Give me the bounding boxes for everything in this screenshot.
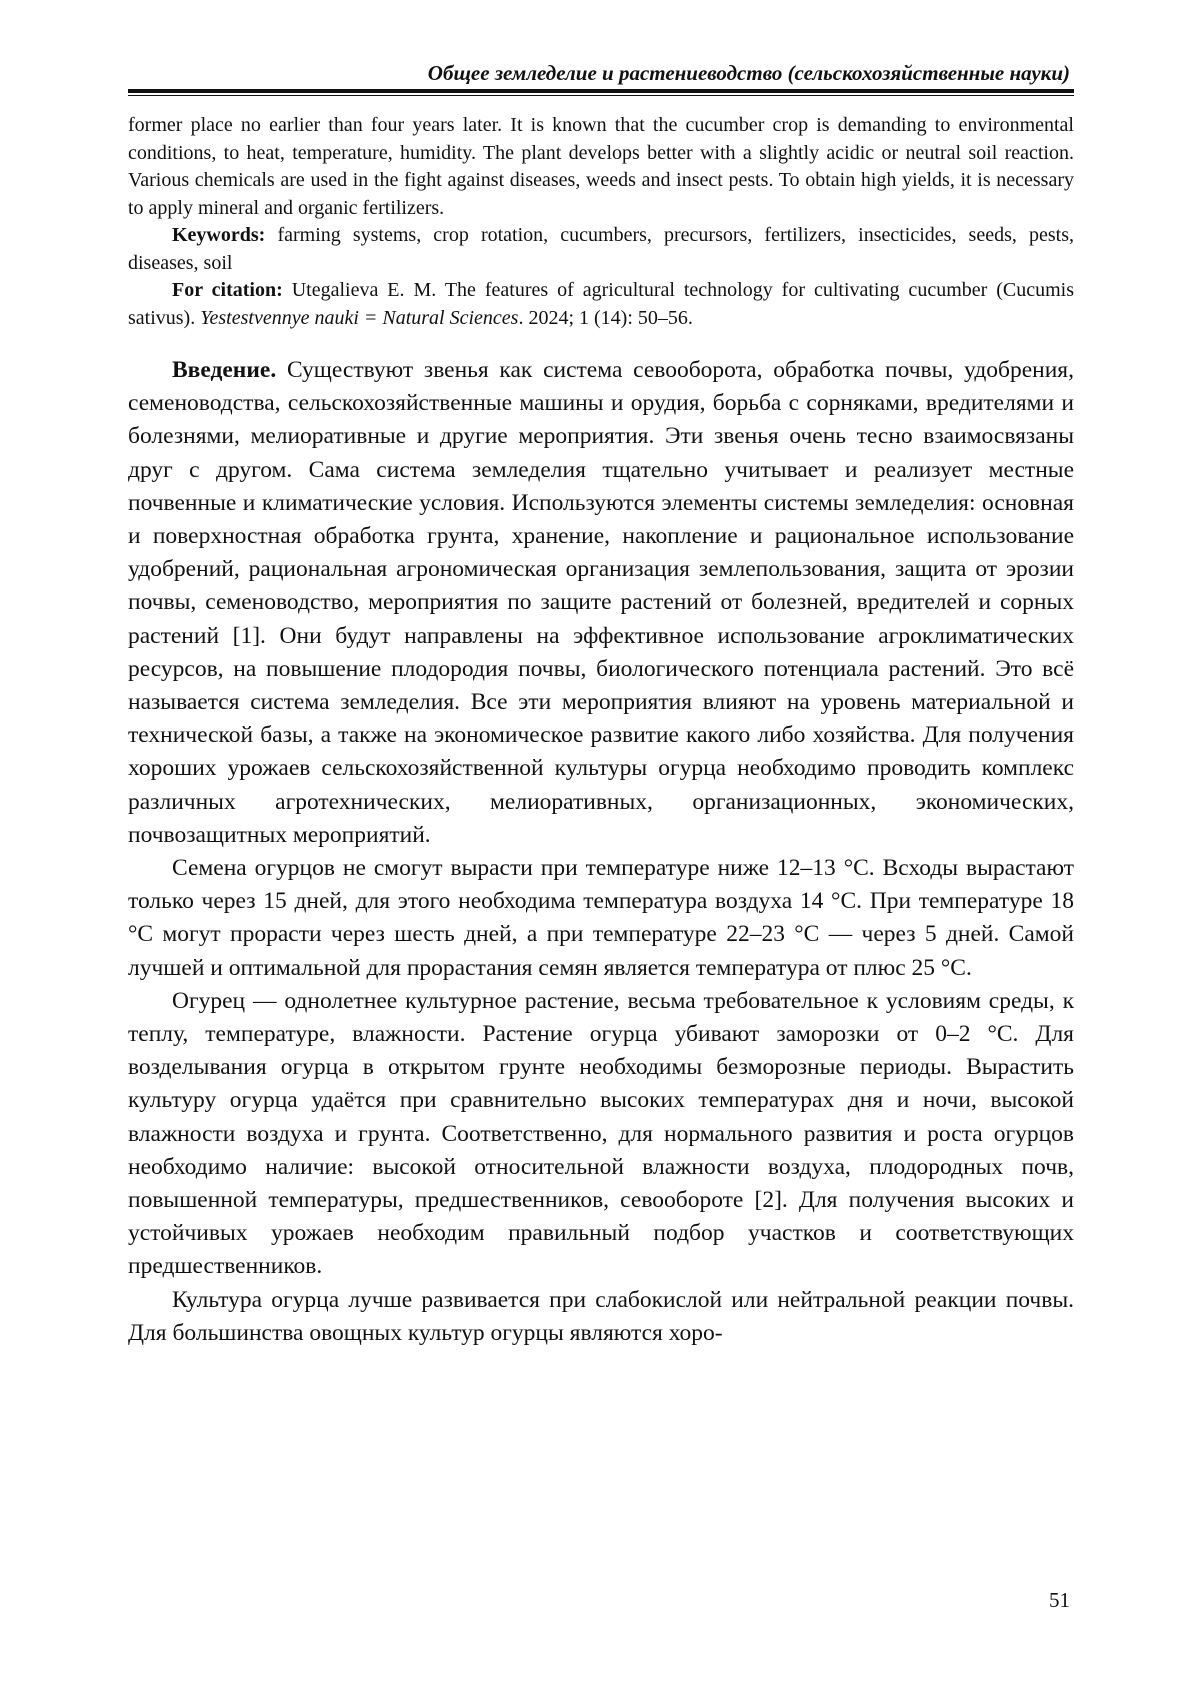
intro-heading: Введение.: [172, 357, 277, 383]
page-number: 51: [1049, 1588, 1070, 1612]
keywords-label: Keywords:: [172, 224, 266, 246]
citation-journal: Yestestvennye nauki = Natural Sciences: [200, 306, 519, 329]
citation-text: Utegalieva E. M. The features of agricultural technology for cultivating cucumber (Cucumis sativus).: [128, 279, 1075, 329]
abstract-section: [128, 112, 1074, 332]
keywords-line: [128, 222, 1074, 277]
abstract-continuation: former place no earlier than four years later. It is known that the cucumber crop is demanding to environmental conditions, to heat, temperature, humidity. The plant develops better with a slightly acidic or neutral soil reaction. Various chemicals are used in the fight against diseases, weeds and insect pests. To obtain high yields, it is necessary to apply mineral and organic fertilizers.: [128, 114, 1074, 219]
citation-line: [128, 277, 1074, 332]
body-paragraph: [128, 354, 1074, 852]
journal-page: [128, 60, 1074, 1670]
article-body: [128, 354, 1074, 1350]
body-paragraph: Семена огурцов не смогут вырасти при температуре ниже 12–13 °С. Всходы вырастают только через 15 дней, для этого необходима температура воздуха 14 °С. При температуре 18 °С могут прорасти через шесть дней, а при температуре 22–23 °С — через 5 дней. Самой лучшей и оптимальной для прорастания семян является температура от плюс 25 °С.: [128, 855, 1074, 981]
citation-details: . 2024; 1 (14): 50–56.: [518, 306, 693, 329]
keywords-text: farming systems, crop rotation, cucumbers, precursors, fertilizers, insecticides, seeds, pests, diseases, soil: [128, 224, 1074, 274]
body-paragraph: Культура огурца лучше развивается при слабокислой или нейтральной реакции почвы. Для большинства овощных культур огурцы являются хоро-: [128, 1286, 1074, 1346]
header-rule-thick: [128, 89, 1074, 93]
paragraph-text: Существуют звенья как система севооборота, обработка почвы, удобрения, семеноводства, сельскохозяйственные машины и орудия, борьба с сорняками, вредителями и болезнями, мелиоративные и другие мероприятия. Эти звенья очень тесно взаимосвязаны друг с другом. Сама система земледелия тщательно учитывает и реализует местные почвенные и климатические условия. Используются элементы системы земледелия: основная и поверхностная обработка грунта, хранение, накопление и рациональное использование удобрений, рациональная агрономическая организация землепользования, защита от эрозии почвы, семеноводство, мероприятия по защите растений от болезней, вредителей и сорных растений [1]. Они будут направлены на эффективное использование агроклиматических ресурсов, на повышение плодородия почвы, биологического потенциала растений. Это всё называется система земледелия. Все эти мероприятия влияют на уровень материальной и технической базы, а также на экономическое развитие какого либо хозяйства. Для получения хороших урожаев сельскохозяйственной культуры огурца необходимо проводить комплекс различных агротехнических, мелиоративных, организационных, экономических, почвозащитных мероприятий.: [128, 357, 1074, 848]
citation-label: For citation:: [172, 279, 283, 301]
running-header: Общее земледелие и растениеводство (сельскохозяйственные науки): [427, 61, 1070, 85]
body-paragraph: Огурец — однолетнее культурное растение, весьма требовательное к условиям среды, к теплу, температуре, влажности. Растение огурца убивают заморозки от 0–2 °С. Для возделывания огурца в открытом грунте необходимы безморозные периоды. Вырастить культуру огурца удаётся при сравнительно высоких температурах дня и ночи, высокой влажности воздуха и грунта. Соответственно, для нормального развития и роста огурцов необходимо наличие: высокой относительной влажности воздуха, плодородных почв, повышенной температуры, предшественников, севообороте [2]. Для получения высоких и устойчивых урожаев необходим правильный подбор участков и соответствующих предшественников.: [128, 987, 1074, 1280]
header-rule-thin: [128, 95, 1074, 96]
